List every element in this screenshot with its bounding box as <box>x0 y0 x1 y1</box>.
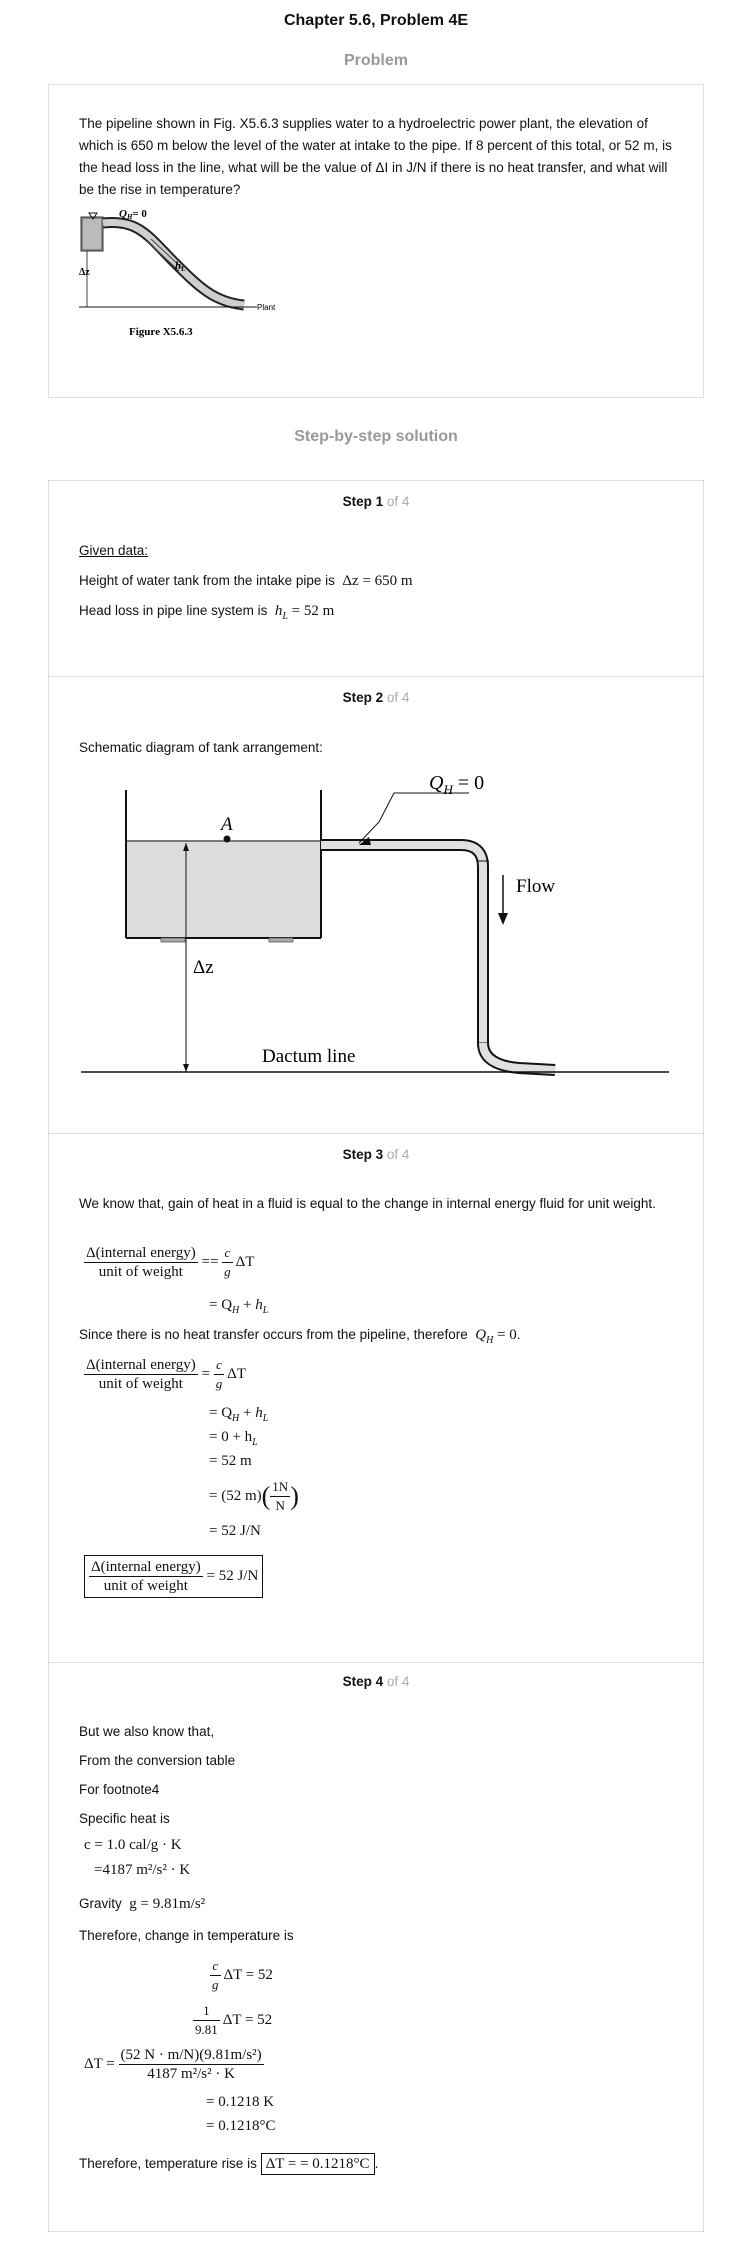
eq2-line-qh-hl: = $Q_H + h_L$ <box>209 1405 269 1424</box>
fig-plant-label: Plant <box>257 303 276 312</box>
solution-heading: Step-by-step solution <box>294 428 458 445</box>
fig-dz-label: Δz <box>79 267 90 278</box>
datum-label: Dactum line <box>262 1046 356 1067</box>
final-answer-line: Therefore, temperature rise is ΔT = = 0.1218°C . <box>79 2153 378 2175</box>
point-a-label: A <box>221 814 233 835</box>
temp-result-celsius: = 0.1218°C <box>206 2118 276 2134</box>
step-divider <box>48 676 704 677</box>
step-4-line-3: For footnote4 <box>79 1782 160 1797</box>
qh-pointer <box>359 793 469 843</box>
temp-equation-2: $\frac{1}{9.81}$ ΔT = 52 <box>195 2003 273 2037</box>
qh-label: $Q_H = 0$ <box>429 772 485 797</box>
temp-result-kelvin: = 0.1218 K <box>206 2094 275 2110</box>
final-answer-box: ΔT = = 0.1218°C <box>261 2153 375 2175</box>
tank-schematic <box>79 765 679 1085</box>
step-4-heading: Step 4 of 4 <box>342 1674 410 1689</box>
specific-heat-1: c = 1.0 cal/g · K <box>84 1837 182 1853</box>
step-divider <box>48 1133 704 1134</box>
problem-heading: Problem <box>343 52 408 69</box>
eq2-line-0-hl: = $0 + h_L$ <box>209 1429 258 1448</box>
step-4-line-1: But we also know that, <box>79 1724 215 1739</box>
problem-text: The pipeline shown in Fig. X5.6.3 supplies water to a hydroelectric power plant, the elevation of which is 650 m below the level of the water at intake to the pipe. If 8 percent of this total, or 52 m, is the head loss in the line, what will be the value of ΔI in J/N if there is no heat transfer, and what will be the rise in temperature? <box>79 116 672 197</box>
step-1-heading: Step 1 of 4 <box>342 494 410 509</box>
step-4-line-2: From the conversion table <box>79 1753 236 1768</box>
outlet-pipe <box>321 845 483 1043</box>
energy-equation-1: $\frac{\text{Δ(internal energy)}}{\text{unit of weight}}$ == $\frac{c}{g}$ ΔT <box>86 1245 255 1280</box>
temp-equation-1: $\frac{c}{g}$ ΔT = 52 <box>212 1958 273 1992</box>
step-4-line-4: Specific heat is <box>79 1811 170 1826</box>
eq2-line-52m: = 52 m <box>209 1453 252 1469</box>
flow-arrowhead <box>498 913 508 925</box>
step-4-therefore: Therefore, change in temperature is <box>79 1928 294 1943</box>
step-2-intro: Schematic diagram of tank arrangement: <box>79 740 323 755</box>
point-a <box>224 836 231 843</box>
figure-caption: Figure X5.6.3 <box>129 326 193 338</box>
given-line-2: Head loss in pipe line system is $h_L = 52$ m <box>79 603 335 622</box>
dz-label: Δz <box>193 957 214 978</box>
eq2-line-conversion: = (52 m)( $\frac{1N}{N}$ ) <box>209 1479 299 1513</box>
fig-qh-label: QH= 0 <box>119 208 147 221</box>
no-heat-transfer-text: Since there is no heat transfer occurs from the pipeline, therefore $Q_H = 0$. <box>79 1327 521 1346</box>
gravity-line: Gravity g = 9.81m/s² <box>79 1896 206 1912</box>
given-data-label: Given data: <box>79 543 149 558</box>
step-divider <box>48 1662 704 1663</box>
step-3-result-box: $\frac{\text{Δ(internal energy)}}{\text{unit of weight}}$ = 52 J/N <box>84 1555 263 1598</box>
problem-card <box>48 84 704 398</box>
figure-x563 <box>79 207 329 357</box>
given-line-1: Height of water tank from the intake pipe is Δz = 650 m <box>79 573 413 589</box>
specific-heat-2: =4187 m²/s² · K <box>94 1862 191 1878</box>
step-2-heading: Step 2 of 4 <box>342 690 410 705</box>
energy-equation-1b: = $Q_H + h_L$ <box>209 1297 269 1316</box>
eq2-line-52jn: = 52 J/N <box>209 1523 261 1539</box>
fig-hl-label: hL <box>175 260 186 273</box>
flow-label: Flow <box>516 876 556 897</box>
tank-water <box>127 841 320 937</box>
page-title: Chapter 5.6, Problem 4E <box>283 12 469 29</box>
step-3-heading: Step 3 of 4 <box>342 1147 410 1162</box>
temp-equation-3: ΔT = $\frac{\text{(52 N · m/N)(9.81m/s²)}}{\text{4187 m²/s² · K}}$ <box>84 2047 262 2082</box>
energy-equation-2: $\frac{\text{Δ(internal energy)}}{\text{unit of weight}}$ = $\frac{c}{g}$ ΔT <box>86 1357 246 1392</box>
step-3-intro: We know that, gain of heat in a fluid is equal to the change in internal energy fluid for unit weight. <box>79 1196 656 1211</box>
